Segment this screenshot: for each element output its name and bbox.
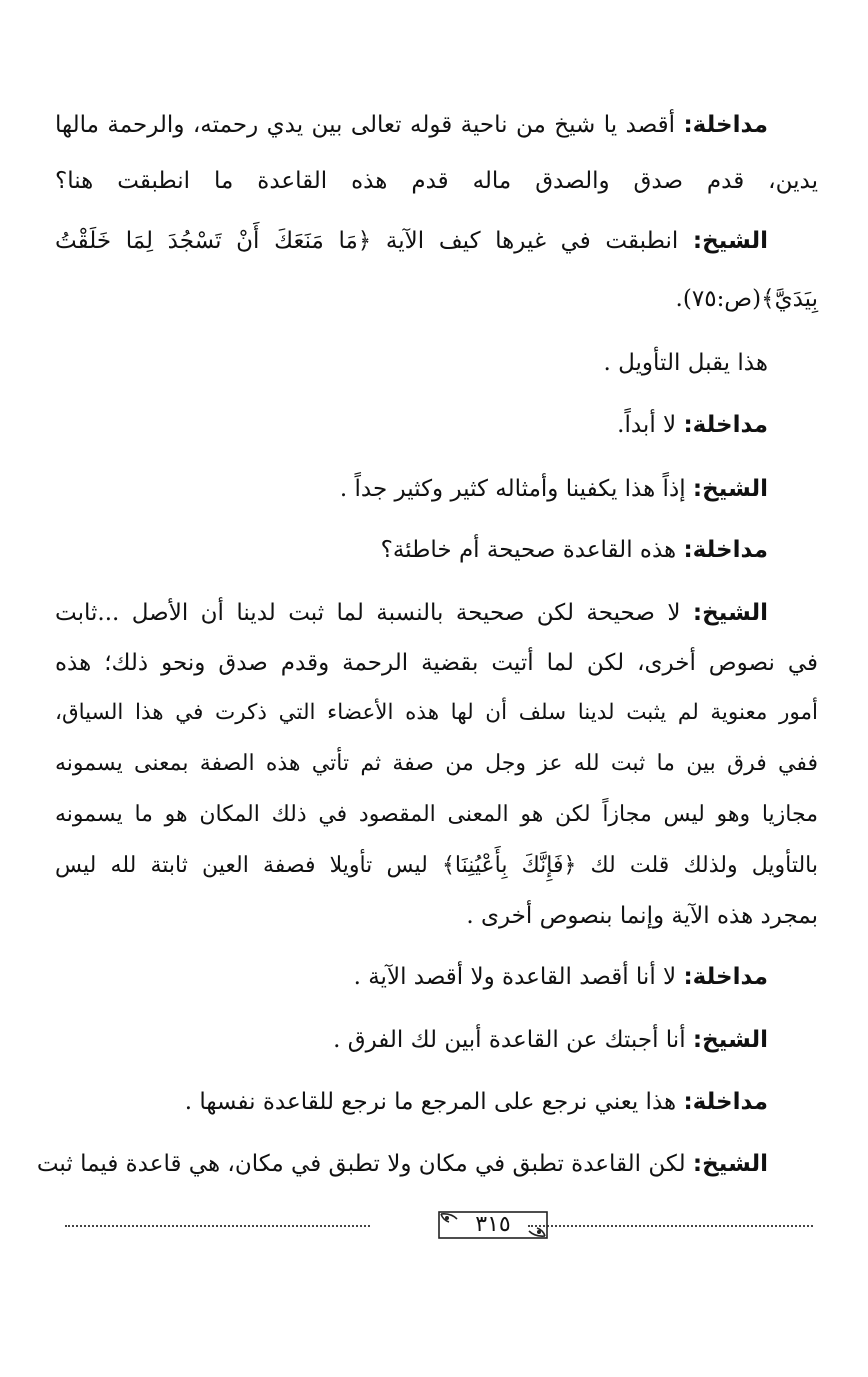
text-line [55, 284, 818, 314]
speaker-label: مداخلة: [683, 1089, 768, 1115]
page-number-frame [437, 1210, 549, 1240]
footer-divider-right [528, 1225, 813, 1227]
speaker-label: الشيخ: [692, 228, 768, 254]
text-line [55, 648, 818, 678]
text-line [55, 226, 768, 256]
line-text: لا صحيحة لكن صحيحة بالنسبة لما ثبت لدينا أن الأصل ...ثابت [55, 600, 693, 626]
line-text: لكن القاعدة تطبق في مكان ولا تطبق في مكان، هي قاعدة فيما ثبت [36, 1151, 693, 1177]
speaker-label: مداخلة: [683, 964, 768, 990]
text-line [55, 1025, 768, 1055]
text-line [55, 749, 818, 779]
line-text: بمجرد هذه الآية وإنما بنصوص أخرى . [466, 903, 818, 929]
line-text: أمور معنوية لم يثبت لدينا سلف أن لها هذه الأعضاء التي ذكرت في هذا السياق، [55, 700, 818, 725]
text-line [55, 598, 768, 628]
line-text: أقصد يا شيخ من ناحية قوله تعالى بين يدي رحمته، والرحمة مالها [55, 112, 684, 138]
line-text: إذاً هذا يكفينا وأمثاله كثير وكثير جداً . [339, 476, 693, 502]
line-text: هذه القاعدة صحيحة أم خاطئة؟ [380, 537, 684, 563]
text-line [55, 962, 768, 992]
page-number: ٣١٥ [475, 1212, 511, 1237]
text-line [55, 348, 768, 378]
text-line [55, 474, 768, 504]
speaker-label: مداخلة: [683, 112, 768, 138]
speaker-label: مداخلة: [683, 537, 768, 563]
speaker-label: الشيخ: [692, 476, 768, 502]
text-line [55, 110, 768, 140]
line-text: انطبقت في غيرها كيف الآية ﴿مَا مَنَعَكَ أَنْ تَسْجُدَ لِمَا خَلَقْتُ [55, 228, 693, 254]
line-text: في نصوص أخرى، لكن لما أتيت بقضية الرحمة وقدم صدق ونحو ذلك؛ هذه [55, 650, 818, 676]
line-text: مجازيا وهو ليس مجازاً لكن هو المعنى المقصود في ذلك المكان هو ما يسمونه [55, 802, 818, 827]
line-text: لا أنا أقصد القاعدة ولا أقصد الآية . [353, 964, 684, 990]
speaker-label: الشيخ: [692, 1151, 768, 1177]
line-text: ففي فرق بين ما ثبت لله عز وجل من صفة ثم تأتي هذه الصفة بمعنى يسمونه [55, 751, 818, 776]
text-line [55, 1087, 768, 1117]
footer-divider-left [65, 1225, 370, 1227]
line-text: أنا أجبتك عن القاعدة أبين لك الفرق . [333, 1027, 693, 1053]
line-text: هذا يعني نرجع على المرجع ما نرجع للقاعدة نفسها . [184, 1089, 684, 1115]
text-line [55, 166, 818, 196]
text-line [36, 1149, 768, 1179]
speaker-label: الشيخ: [692, 600, 768, 626]
line-text: يدين، قدم صدق والصدق ماله قدم هذه القاعدة ما انطبقت هنا؟ [55, 168, 818, 194]
line-text: بالتأويل ولذلك قلت لك ﴿فَإِنَّكَ بِأَعْيُنِنَا﴾ ليس تأويلا فصفة العين ثابتة لله ليس [55, 853, 818, 878]
line-text: لا أبداً. [617, 412, 684, 438]
text-line [55, 698, 818, 728]
page-footer [65, 1210, 813, 1240]
speaker-label: مداخلة: [683, 412, 768, 438]
text-line [55, 901, 818, 931]
speaker-label: الشيخ: [692, 1027, 768, 1053]
line-text: هذا يقبل التأويل . [603, 350, 768, 376]
text-line [55, 535, 768, 565]
text-line [55, 410, 768, 440]
line-text: بِيَدَيَّ﴾(ص:٧٥). [675, 286, 818, 312]
text-line [55, 800, 818, 830]
text-line [55, 851, 818, 881]
